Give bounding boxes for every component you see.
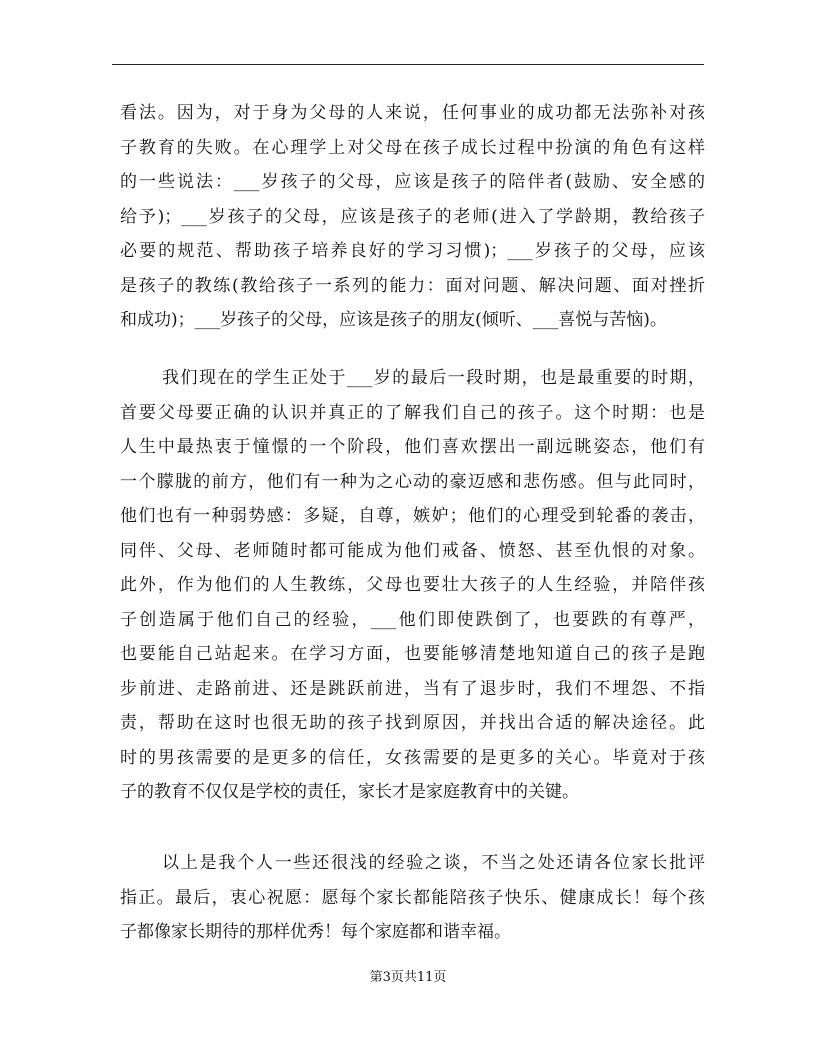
- text-line: 责，帮助在这时也很无助的孩子找到原因，并找出合适的解决途径。此: [120, 713, 705, 733]
- text-line: 子的教育不仅仅是学校的责任，家长才是家庭教育中的关键。: [120, 782, 579, 802]
- text-line: 我们现在的学生正处于___岁的最后一段时期，也是最重要的时期，: [162, 368, 705, 388]
- text-line: 必要的规范、帮助孩子培养良好的学习习惯)；___岁孩子的父母，应该: [120, 241, 705, 261]
- paragraph-parenting-roles: [120, 96, 705, 338]
- header-rule: [112, 64, 704, 65]
- text-line: 是孩子的教练(教给孩子一系列的能力：面对问题、解决问题、面对挫折: [120, 275, 705, 296]
- text-line: 子创造属于他们自己的经验，___他们即使跌倒了，也要跌的有尊严，: [120, 609, 705, 630]
- text-line: 子都像家长期待的那样优秀！每个家庭都和谐幸福。: [120, 922, 511, 942]
- text-line: 看法。因为，对于身为父母的人来说，任何事业的成功都无法弥补对孩: [120, 103, 705, 123]
- text-line: 步前进、走路前进、还是跳跃前进，当有了退步时，我们不埋怨、不指: [120, 678, 705, 699]
- text-line: 以上是我个人一些还很浅的经验之谈，不当之处还请各位家长批评: [162, 853, 705, 873]
- text-line: 一个朦胧的前方，他们有一种为之心动的豪迈感和悲伤感。但与此同时，: [120, 471, 705, 492]
- text-line: 和成功)；___岁孩子的父母，应该是孩子的朋友(倾听、___喜悦与苦恼)。: [120, 310, 667, 330]
- text-line: 的一些说法：___岁孩子的父母，应该是孩子的陪伴者(鼓励、安全感的: [120, 172, 705, 192]
- text-line: 首要父母要正确的认识并真正的了解我们自己的孩子。这个时期：也是: [120, 402, 705, 423]
- text-line: 他们也有一种弱势感：多疑，自尊，嫉妒；他们的心理受到轮番的袭击，: [120, 506, 705, 526]
- text-line: 时的男孩需要的是更多的信任，女孩需要的是更多的关心。毕竟对于孩: [120, 747, 705, 768]
- page-number-footer: 第3页共11页: [369, 970, 447, 985]
- text-line: 给予)；___岁孩子的父母，应该是孩子的老师(进入了学龄期，教给孩子: [120, 206, 705, 227]
- text-line: 指正。最后，衷心祝愿：愿每个家长都能陪孩子快乐、健康成长！每个孩: [120, 887, 705, 908]
- text-line: 此外，作为他们的人生教练，父母也要壮大孩子的人生经验，并陪伴孩: [120, 575, 705, 595]
- text-line: 同伴、父母、老师随时都可能成为他们戒备、愤怒、甚至仇恨的对象。: [120, 540, 705, 561]
- text-line: 子教育的失败。在心理学上对父母在孩子成长过程中扮演的角色有这样: [120, 137, 705, 158]
- text-line: 也要能自己站起来。在学习方面，也要能够清楚地知道自己的孩子是跑: [120, 644, 705, 664]
- text-line: 人生中最热衷于憧憬的一个阶段，他们喜欢摆出一副远眺姿态，他们有: [120, 437, 705, 457]
- paragraph-current-students: [120, 361, 705, 810]
- paragraph-closing-wishes: [120, 846, 705, 950]
